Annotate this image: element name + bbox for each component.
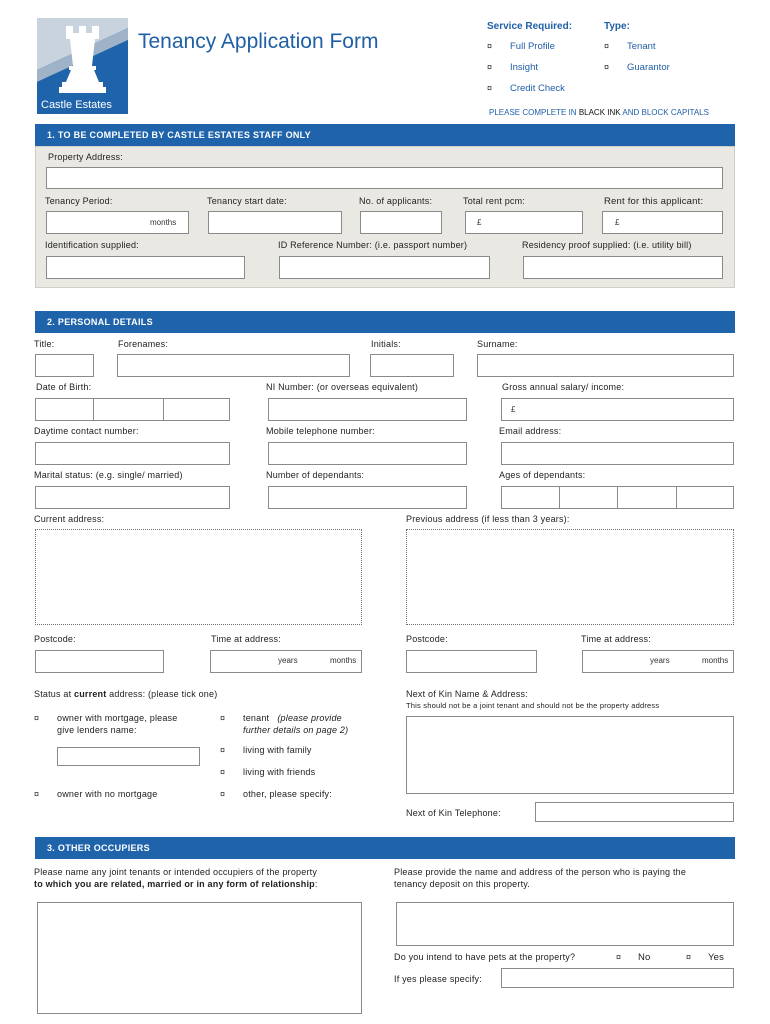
marital-field[interactable] <box>35 486 230 509</box>
checkbox-pets-no[interactable]: ¤ <box>616 952 622 962</box>
section3-title: 3. OTHER OCCUPIERS <box>47 843 150 853</box>
current-postcode-field[interactable] <box>35 650 164 673</box>
dob-label: Date of Birth: <box>36 382 92 392</box>
checkbox-full-profile[interactable]: ¤ <box>487 41 493 51</box>
currency-symbol: £ <box>511 405 516 414</box>
ages-label: Ages of dependants: <box>499 470 586 480</box>
initials-label: Initials: <box>371 339 401 349</box>
pets-label: Do you intend to have pets at the property? <box>394 952 576 962</box>
rent-applicant-label: Rent for this applicant: <box>604 196 704 207</box>
years-unit: years <box>278 656 298 665</box>
option-guarantor: Guarantor <box>627 62 670 73</box>
years-unit: years <box>650 656 670 665</box>
dependants-field[interactable] <box>268 486 467 509</box>
checkbox-other[interactable]: ¤ <box>220 789 226 799</box>
page-title: Tenancy Application Form <box>138 30 379 53</box>
tenancy-period-label: Tenancy Period: <box>45 196 113 206</box>
option-full-profile: Full Profile <box>510 41 555 52</box>
living-family-label: living with family <box>243 745 312 755</box>
pets-specify-label: If yes please specify: <box>394 974 482 984</box>
forenames-label: Forenames: <box>118 339 169 349</box>
dob-field[interactable] <box>35 398 230 421</box>
previous-time-field[interactable] <box>582 650 734 673</box>
ni-label: NI Number: (or overseas equivalent) <box>266 382 419 392</box>
joint-tenants-bold: to which you are related, married or in any form of relationship <box>34 879 315 889</box>
tenancy-period-field[interactable] <box>46 211 189 234</box>
status-label <box>34 689 217 699</box>
previous-address-label: Previous address (if less than 3 years): <box>406 514 570 524</box>
tenant-note-2-text: further details on page 2) <box>243 725 349 735</box>
daytime-label: Daytime contact number: <box>34 426 139 436</box>
next-of-kin-field[interactable] <box>406 716 734 794</box>
start-date-label: Tenancy start date: <box>207 196 287 206</box>
ages-field[interactable] <box>501 486 734 509</box>
mobile-label: Mobile telephone number: <box>266 426 375 436</box>
property-address-field[interactable] <box>46 167 723 189</box>
previous-postcode-field[interactable] <box>406 650 537 673</box>
total-rent-field[interactable] <box>465 211 583 234</box>
initials-field[interactable] <box>370 354 454 377</box>
id-supplied-label: Identification supplied: <box>45 240 139 250</box>
deposit-label: Please provide the name and address of the person who is paying the <box>394 867 687 877</box>
status-bold: current <box>74 689 107 699</box>
option-tenant: Tenant <box>627 41 656 52</box>
mobile-field[interactable] <box>268 442 467 465</box>
logo-text: Castle Estates <box>41 99 112 111</box>
title-field[interactable] <box>35 354 94 377</box>
postcode-label: Postcode: <box>34 634 76 644</box>
instruction-part1: PLEASE COMPLETE IN <box>489 108 579 117</box>
current-address-label: Current address: <box>34 514 105 524</box>
instruction-part2: BLACK INK <box>578 108 621 117</box>
checkbox-guarantor[interactable]: ¤ <box>604 62 610 72</box>
currency-symbol: £ <box>477 218 482 227</box>
other-label: other, please specify: <box>243 789 332 799</box>
owner-mortgage-label-2: give lenders name: <box>57 725 137 735</box>
checkbox-tenant-status[interactable]: ¤ <box>220 713 226 723</box>
checkbox-living-friends[interactable]: ¤ <box>220 767 226 777</box>
section3-header <box>35 837 735 859</box>
next-of-kin-label: Next of Kin Name & Address: <box>406 689 528 699</box>
start-date-field[interactable] <box>208 211 342 234</box>
pets-no-label: No <box>638 952 651 963</box>
pets-specify-field[interactable] <box>501 968 734 988</box>
deposit-field[interactable] <box>396 902 734 946</box>
surname-label: Surname: <box>477 339 518 349</box>
id-ref-label: ID Reference Number: (i.e. passport number) <box>278 240 468 250</box>
living-friends-label: living with friends <box>243 767 316 777</box>
next-of-kin-tel-field[interactable] <box>535 802 734 822</box>
castle-estates-logo <box>37 18 128 114</box>
currency-symbol: £ <box>615 218 620 227</box>
salary-label: Gross annual salary/ income: <box>502 382 625 392</box>
current-time-field[interactable] <box>210 650 362 673</box>
months-unit: months <box>150 218 177 227</box>
title-label: Title: <box>34 339 55 349</box>
tenant-note-2 <box>243 725 348 735</box>
owner-mortgage-label: owner with mortgage, please <box>57 713 178 723</box>
total-rent-label: Total rent pcm: <box>463 196 526 206</box>
status-suffix: address: (please tick one) <box>106 689 218 699</box>
tenant-note-1: (please provide <box>277 713 342 723</box>
salary-field[interactable] <box>501 398 734 421</box>
checkbox-tenant[interactable]: ¤ <box>604 41 610 51</box>
joint-tenants-colon: : <box>314 879 318 889</box>
email-label: Email address: <box>499 426 562 436</box>
dependants-label: Number of dependants: <box>266 470 365 480</box>
checkbox-credit-check[interactable]: ¤ <box>487 83 493 93</box>
residency-label: Residency proof supplied: (i.e. utility bill) <box>522 240 692 250</box>
email-field[interactable] <box>501 442 734 465</box>
id-ref-field[interactable] <box>279 256 490 279</box>
rent-applicant-field[interactable] <box>602 211 723 234</box>
tenant-status-label <box>243 713 342 723</box>
forenames-field[interactable] <box>117 354 350 377</box>
ni-field[interactable] <box>268 398 467 421</box>
ink-instruction <box>489 108 709 117</box>
postcode-label-prev: Postcode: <box>406 634 448 644</box>
pets-yes-label: Yes <box>708 952 725 963</box>
property-address-label: Property Address: <box>48 152 123 162</box>
castle-rook-icon <box>37 18 128 114</box>
checkbox-owner-mortgage[interactable]: ¤ <box>34 713 40 723</box>
instruction-part3: AND BLOCK CAPITALS <box>620 108 709 117</box>
section2-title: 2. PERSONAL DETAILS <box>47 317 153 327</box>
type-heading: Type: <box>604 21 630 32</box>
joint-tenants-label: Please name any joint tenants or intended occupiers of the property <box>34 867 318 877</box>
previous-address-field[interactable] <box>406 529 734 625</box>
daytime-field[interactable] <box>35 442 230 465</box>
time-at-label: Time at address: <box>211 634 281 644</box>
section1-header <box>35 124 735 146</box>
surname-field[interactable] <box>477 354 734 377</box>
checkbox-owner-no-mortgage[interactable]: ¤ <box>34 789 40 799</box>
owner-no-mortgage-label: owner with no mortgage <box>57 789 158 799</box>
residency-field[interactable] <box>523 256 723 279</box>
joint-tenants-label-2 <box>34 879 318 889</box>
time-at-label-prev: Time at address: <box>581 634 651 644</box>
section1-title: 1. TO BE COMPLETED BY CASTLE ESTATES STAFF ONLY <box>47 130 311 140</box>
next-of-kin-note: This should not be a joint tenant and should not be the property address <box>406 701 660 710</box>
option-credit-check: Credit Check <box>510 83 565 94</box>
months-unit: months <box>330 656 357 665</box>
option-insight: Insight <box>510 62 538 73</box>
current-address-field[interactable] <box>35 529 362 625</box>
deposit-label-2: tenancy deposit on this property. <box>394 879 531 889</box>
months-unit: months <box>702 656 729 665</box>
marital-label: Marital status: (e.g. single/ married) <box>34 470 183 480</box>
service-required-heading: Service Required: <box>487 21 573 32</box>
checkbox-pets-yes[interactable]: ¤ <box>686 952 692 962</box>
tenant-text: tenant <box>243 713 270 723</box>
applicants-label: No. of applicants: <box>359 196 433 206</box>
section2-header <box>35 311 735 333</box>
checkbox-insight[interactable]: ¤ <box>487 62 493 72</box>
applicants-field[interactable] <box>360 211 442 234</box>
joint-tenants-field[interactable] <box>37 902 362 1014</box>
checkbox-living-family[interactable]: ¤ <box>220 745 226 755</box>
id-supplied-field[interactable] <box>46 256 245 279</box>
next-of-kin-tel-label: Next of Kin Telephone: <box>406 808 501 818</box>
lender-name-field[interactable] <box>57 747 200 766</box>
status-prefix: Status at <box>34 689 75 699</box>
